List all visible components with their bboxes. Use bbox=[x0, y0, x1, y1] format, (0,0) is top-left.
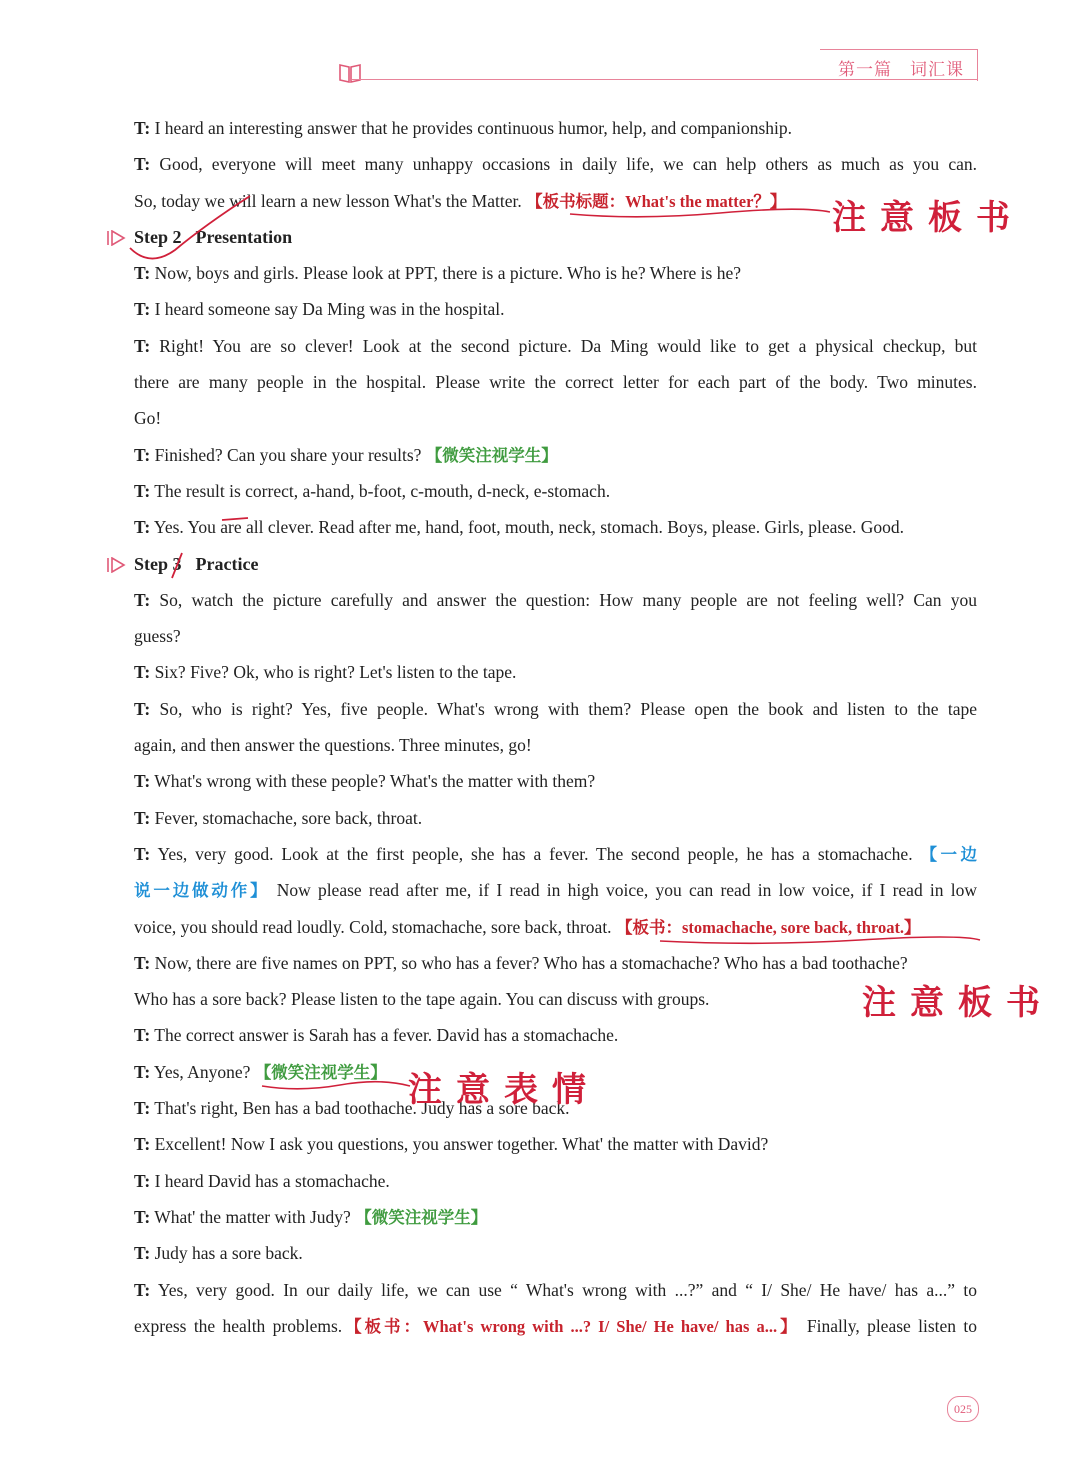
line-text: Finished? Can you share your results? bbox=[150, 444, 426, 465]
text-line bbox=[134, 146, 977, 182]
line-text: Finally, please listen to bbox=[799, 1315, 977, 1336]
line-text: I heard an interesting answer that he provides continuous humor, help, and companionship. bbox=[150, 118, 792, 138]
line-text: Now please read after me, if I read in high voice, you can read in low voice, if I read in low bbox=[269, 880, 978, 901]
speaker-label: T: bbox=[134, 662, 151, 683]
line-text: Judy has a sore back. bbox=[150, 1243, 303, 1264]
line-text: Excellent! Now I ask you questions, you answer together. What' the matter with David? bbox=[150, 1134, 769, 1155]
text-line bbox=[134, 437, 977, 473]
text-line bbox=[134, 509, 977, 545]
speaker-label: T: bbox=[134, 1279, 151, 1300]
line-text: express the health problems. bbox=[134, 1315, 343, 1336]
handwritten-note-expression: 注意表情 bbox=[408, 1070, 600, 1110]
text-line bbox=[134, 1235, 977, 1271]
line-text: Right! You are so clever! Look at the second picture. Da Ming would like to get a physical checkup, but bbox=[150, 335, 977, 356]
lesson-transcript bbox=[134, 110, 977, 1344]
text-line bbox=[134, 400, 977, 436]
action-tag: 【一边 bbox=[920, 844, 977, 864]
line-text: Yes, very good. In our daily life, we can use “ What's wrong with ...?” and “ I/ She/ He have/ has a...” to bbox=[150, 1279, 977, 1300]
step-title: Presentation bbox=[195, 226, 293, 247]
speaker-label: T: bbox=[134, 263, 151, 284]
step-3-arrow-icon bbox=[106, 557, 128, 573]
book-icon bbox=[338, 62, 362, 84]
expression-tag: 【微笑注视学生】 bbox=[425, 445, 558, 465]
speaker-label: T: bbox=[134, 1206, 151, 1227]
line-text: Fever, stomachache, sore back, throat. bbox=[150, 807, 423, 828]
speaker-label: T: bbox=[134, 444, 151, 465]
text-line bbox=[134, 582, 977, 618]
text-line bbox=[134, 291, 977, 327]
expression-tag: 【微笑注视学生】 bbox=[254, 1062, 387, 1082]
header-section: 词汇课 bbox=[910, 60, 964, 80]
text-line bbox=[134, 691, 977, 727]
speaker-label: T: bbox=[134, 299, 151, 320]
board-note-tag: 【板书：What's wrong with ...? I/ She/ He have/ has a...】 bbox=[342, 1316, 800, 1336]
speaker-label: T: bbox=[134, 1098, 151, 1119]
line-text: there are many people in the hospital. Please write the correct letter for each part of the body. Two minutes. bbox=[134, 372, 977, 393]
line-text: again, and then answer the questions. Three minutes, go! bbox=[134, 735, 532, 756]
line-text: So, today we will learn a new lesson What's the Matter. bbox=[134, 190, 527, 211]
page-number: 025 bbox=[947, 1396, 979, 1422]
line-text: Go! bbox=[134, 408, 162, 429]
speaker-label: T: bbox=[134, 154, 151, 175]
line-text: Good, everyone will meet many unhappy occasions in daily life, we can help others as much as you can. bbox=[150, 154, 977, 175]
text-line bbox=[134, 945, 977, 981]
text-line bbox=[134, 364, 977, 400]
speaker-label: T: bbox=[134, 807, 151, 828]
text-line bbox=[134, 1163, 977, 1199]
speaker-label: T: bbox=[134, 698, 151, 719]
line-text: What's wrong with these people? What's the matter with them? bbox=[150, 771, 596, 792]
speaker-label: T: bbox=[134, 480, 151, 501]
line-text: Who has a sore back? Please listen to the tape again. You can discuss with groups. bbox=[134, 989, 710, 1010]
line-text: Yes. You are all clever. Read after me, hand, foot, mouth, neck, stomach. Boys, please. Girls, please. Good. bbox=[150, 517, 905, 538]
text-line bbox=[134, 1308, 977, 1344]
text-line bbox=[134, 981, 977, 1017]
line-text: Now, boys and girls. Please look at PPT, there is a picture. Who is he? Where is he? bbox=[150, 263, 742, 284]
speaker-label: T: bbox=[134, 843, 151, 864]
line-text: voice, you should read loudly. Cold, stomachache, sore back, throat. bbox=[134, 916, 616, 937]
speaker-label: T: bbox=[134, 1061, 151, 1082]
board-note-tag: 【板书标题：What's the matter？】 bbox=[526, 191, 787, 211]
line-text: What' the matter with Judy? bbox=[150, 1206, 356, 1227]
text-line bbox=[134, 763, 977, 799]
text-line bbox=[134, 836, 977, 872]
line-text: The result is correct, a-hand, b-foot, c-mouth, d-neck, e-stomach. bbox=[150, 480, 611, 501]
line-text: So, who is right? Yes, five people. What's wrong with them? Please open the book and listen to the tape bbox=[150, 698, 977, 719]
speaker-label: T: bbox=[134, 1243, 151, 1264]
speaker-label: T: bbox=[134, 952, 151, 973]
line-text: I heard someone say Da Ming was in the hospital. bbox=[150, 299, 505, 320]
step-2-arrow-icon bbox=[106, 230, 128, 246]
text-line bbox=[134, 1017, 977, 1053]
text-line bbox=[134, 110, 977, 146]
speaker-label: T: bbox=[134, 771, 151, 792]
step-label: Step 2 bbox=[134, 226, 182, 247]
speaker-label: T: bbox=[134, 118, 151, 138]
line-text: Now, there are five names on PPT, so who has a fever? Who has a stomachache? Who has a bad toothache? bbox=[150, 952, 908, 973]
step-heading bbox=[134, 546, 977, 582]
speaker-label: T: bbox=[134, 335, 151, 356]
line-text: Six? Five? Ok, who is right? Let's listen to the tape. bbox=[150, 662, 517, 683]
text-line bbox=[134, 654, 977, 690]
step-title: Practice bbox=[195, 553, 259, 574]
handwritten-note-board: 注意板书 bbox=[862, 983, 1054, 1023]
line-text: I heard David has a stomachache. bbox=[150, 1170, 390, 1191]
text-line bbox=[134, 1199, 977, 1235]
line-text: Yes, Anyone? bbox=[150, 1061, 255, 1082]
header-part: 第一篇 bbox=[838, 60, 892, 80]
board-note-tag: 【板书：stomachache, sore back, throat.】 bbox=[615, 917, 921, 937]
speaker-label: T: bbox=[134, 517, 151, 538]
text-line bbox=[134, 1126, 977, 1162]
text-line bbox=[134, 328, 977, 364]
handwritten-note-board: 注意板书 bbox=[832, 198, 1024, 238]
line-text: So, watch the picture carefully and answer the question: How many people are not feeling well? Can you bbox=[150, 589, 977, 610]
speaker-label: T: bbox=[134, 1025, 151, 1046]
text-line bbox=[134, 909, 977, 945]
text-line bbox=[134, 727, 977, 763]
speaker-label: T: bbox=[134, 589, 151, 610]
line-text: The correct answer is Sarah has a fever. David has a stomachache. bbox=[150, 1025, 619, 1046]
line-text: Yes, very good. Look at the first people, she has a fever. The second people, he has a stomachache. bbox=[150, 843, 921, 864]
speaker-label: T: bbox=[134, 1134, 151, 1155]
line-text: guess? bbox=[134, 626, 181, 647]
action-tag: 说一边做动作】 bbox=[134, 881, 270, 901]
step-label: Step 3 bbox=[134, 553, 182, 574]
text-line bbox=[134, 800, 977, 836]
header-title bbox=[838, 55, 964, 80]
line-text: That's right, Ben has a bad toothache. Judy has a sore back. bbox=[150, 1098, 570, 1119]
text-line bbox=[134, 618, 977, 654]
text-line bbox=[134, 872, 977, 908]
text-line bbox=[134, 473, 977, 509]
text-line bbox=[134, 255, 977, 291]
expression-tag: 【微笑注视学生】 bbox=[355, 1207, 488, 1227]
speaker-label: T: bbox=[134, 1170, 151, 1191]
text-line bbox=[134, 1272, 977, 1308]
